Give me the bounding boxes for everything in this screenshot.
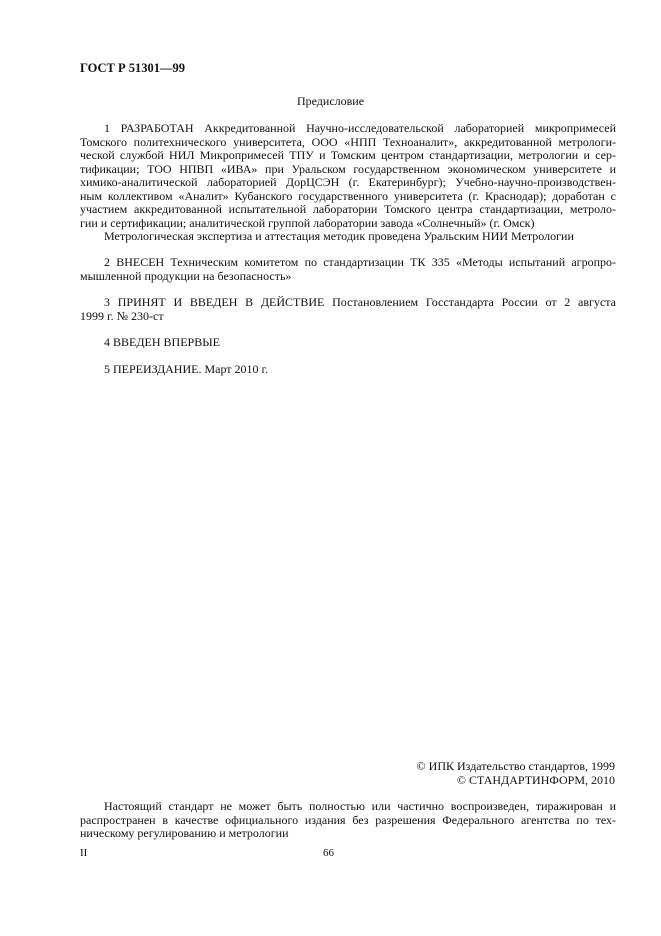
copyright-line-1: © ИПК Издательство стандартов, 1999 [416, 759, 615, 773]
text-line: 1999 г. № 230-ст [80, 308, 164, 323]
copyright-line-2: © СТАНДАРТИНФОРМ, 2010 [456, 773, 615, 787]
text-line: ческой службой НИЛ Микропримесей ТПУ и Томским центром стандартизации, метрологии и сер- [80, 148, 616, 162]
text-line: распространен в качестве официального издания без разрешения Федерального агентства по тех- [80, 812, 616, 827]
page-number: 66 [323, 847, 334, 859]
text-line: участием аккредитованной испытательной лаборатории Томского центра стандартизации, метроло- [80, 202, 616, 216]
preface-title: Предисловие [296, 94, 365, 108]
text-line: 3 ПРИНЯТ И ВВЕДЕН В ДЕЙСТВИЕ Постановлением Госстандарта России от 2 августа [104, 295, 616, 309]
preface-item-5: 5 ПЕРЕИЗДАНИЕ. Март 2010 г. [104, 362, 269, 376]
text-line: Томского политехнического университета, ООО «НПП Техноаналит», аккредитованной метрологи- [80, 134, 616, 149]
roman-page-number: II [80, 847, 88, 859]
preface-item-4: 4 ВВЕДЕН ВПЕРВЫЕ [104, 335, 220, 349]
document-id: ГОСТ Р 51301—99 [80, 61, 186, 75]
text-line: химико-аналитической лабораторией ДорЦСЭН (г. Екатеринбург); Учебно-научно-производствен- [80, 175, 616, 189]
text-line: 2 ВНЕСЕН Техническим комитетом по стандартизации ТК 335 «Методы испытаний агропро- [104, 255, 616, 269]
text-line: мышленной продукции на безопасность» [80, 268, 292, 283]
text-line: 1 РАЗРАБОТАН Аккредитованной Научно-исследовательской лабораторией микропримесей [104, 121, 616, 135]
text-line: Настоящий стандарт не может быть полностью или частично воспроизведен, тиражирован и [104, 799, 616, 813]
text-line: ным коллективом «Аналит» Кубанского государственного университета (г. Краснодар); доработан с [80, 188, 616, 203]
text-line: тификации; ТОО НПВП «ИВА» при Уральском государственном экономическом университете и [80, 161, 616, 176]
text-line: Метрологическая экспертиза и аттестация методик проведена Уральским НИИ Метрологии [104, 229, 574, 243]
text-line: ническому регулированию и метрологии [80, 826, 289, 840]
text-line: гии и сертификации; аналитической группой лаборатории завода «Солнечный» (г. Омск) [80, 215, 535, 230]
